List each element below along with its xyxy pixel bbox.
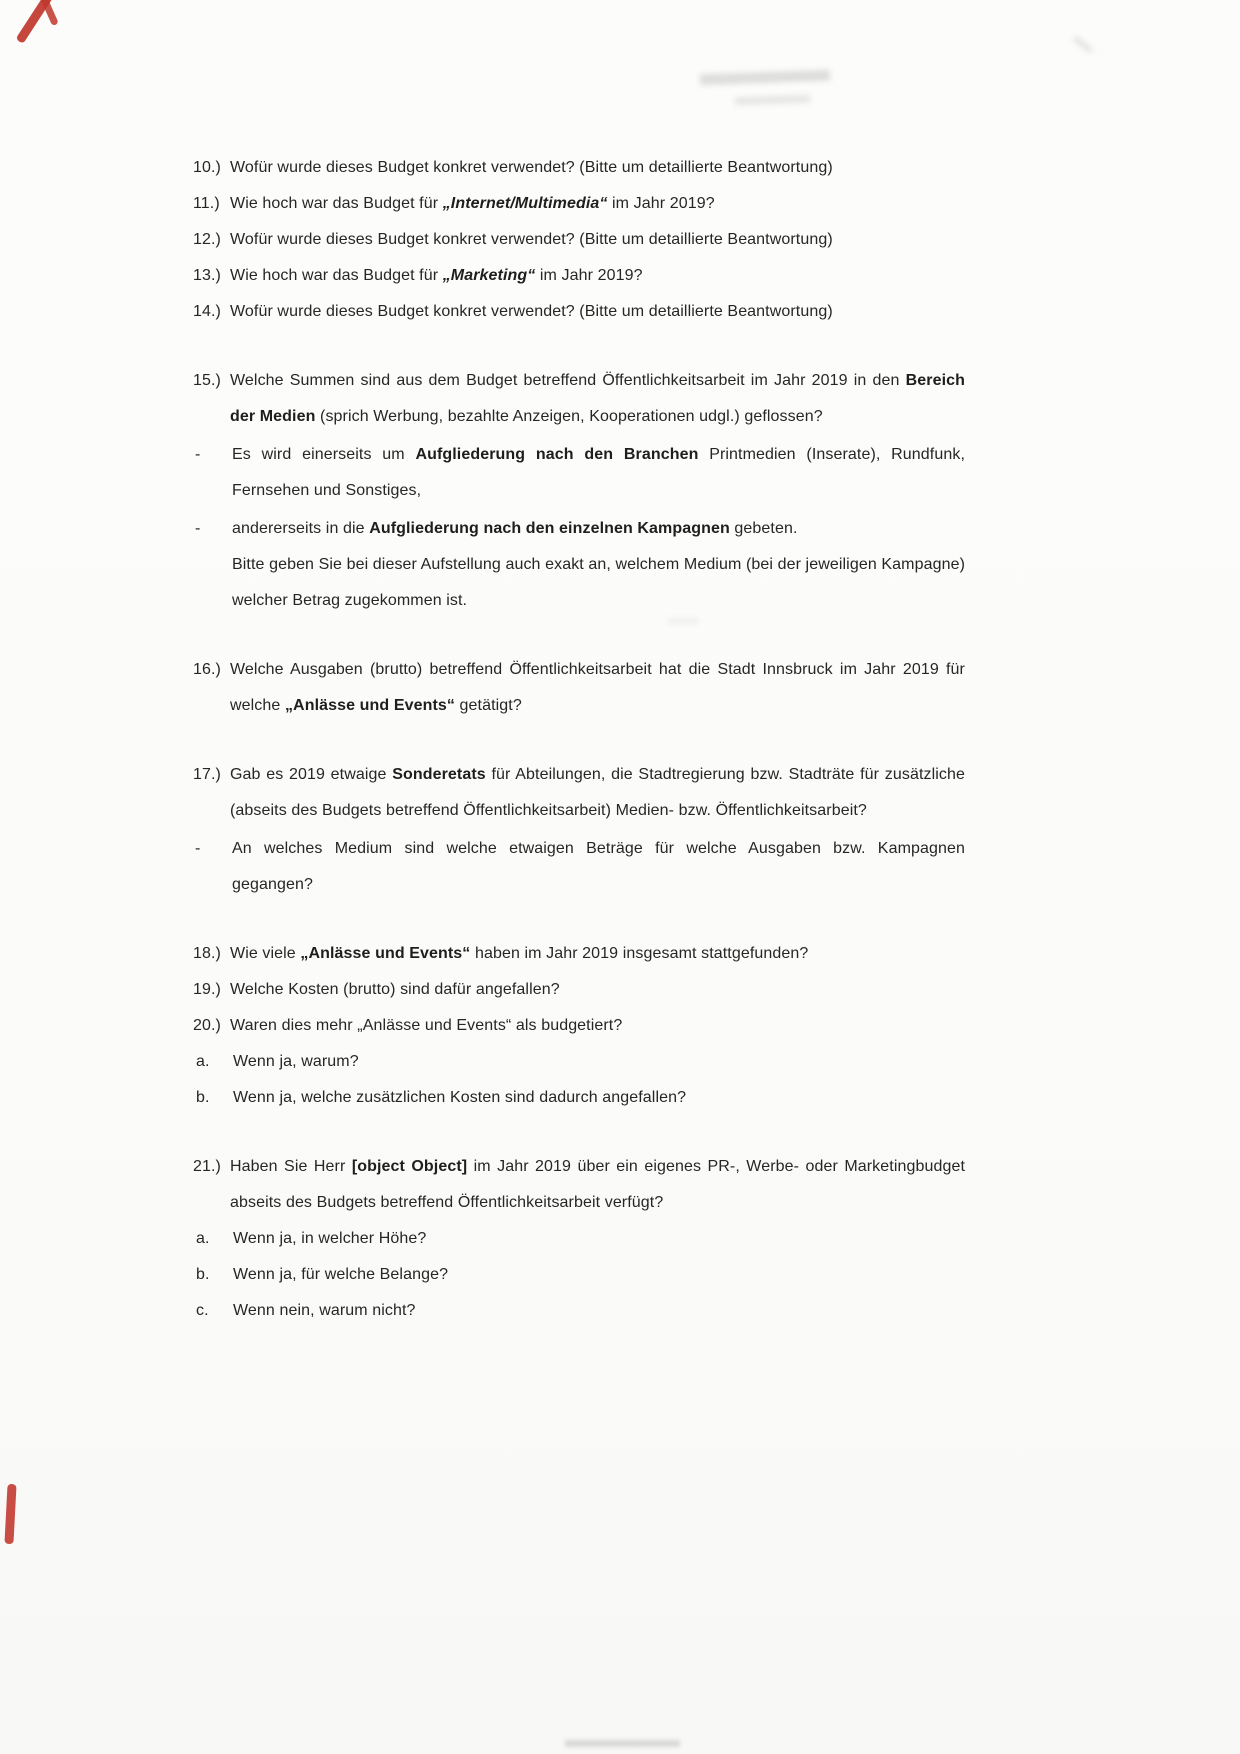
question-10 <box>193 150 965 186</box>
question-text: Waren dies mehr „Anlässe und Events“ als budgetiert? <box>230 1017 623 1034</box>
bullet-dash: - <box>195 520 201 537</box>
scan-smudge-stamp <box>700 70 830 86</box>
question-21 <box>193 1149 965 1221</box>
text-segment: (sprich Werbung, bezahlte Anzeigen, Kooperationen udgl.) geflossen? <box>315 408 823 425</box>
question-text <box>230 936 965 972</box>
question-number: 11.) <box>193 195 220 212</box>
question-text <box>230 1149 965 1221</box>
text-segment: für Abteilungen, die Stadtregierung bzw. Stadträte für zusätzliche (abseits des Budgets betreffend Öffentlichkeitsarbeit) Medien- bzw. Öffentlichkeitsarbeit? <box>230 766 965 819</box>
question-number: 17.) <box>193 766 221 783</box>
text-segment: Wie hoch war das Budget für <box>230 267 443 284</box>
sub-item-text: Wenn ja, in welcher Höhe? <box>233 1230 427 1247</box>
text-segment: im Jahr 2019? <box>607 195 715 212</box>
sub-item-text: Wenn ja, warum? <box>233 1053 359 1070</box>
sub-item-label: b. <box>196 1089 210 1106</box>
question-number: 15.) <box>193 372 221 389</box>
bullet-continuation: Bitte geben Sie bei dieser Aufstellung auch exakt an, welchem Medium (bei der jeweiligen Kampagne) welcher Betrag zugekommen ist. <box>232 556 965 609</box>
question-number: 19.) <box>193 981 221 998</box>
question-number: 21.) <box>193 1158 221 1175</box>
document-content <box>193 150 965 1329</box>
sub-item-text: Wenn ja, welche zusätzlichen Kosten sind dadurch angefallen? <box>233 1089 687 1106</box>
text-segment: Gab es 2019 etwaige <box>230 766 393 783</box>
text-segment: gebeten. <box>729 520 798 537</box>
bold-term: [object Object] <box>351 1158 468 1175</box>
question-15-bullet-2 <box>193 511 965 619</box>
bold-term: „Anlässe und Events“ <box>284 697 455 714</box>
question-11 <box>193 186 965 222</box>
question-text <box>230 258 965 294</box>
text-segment: Printmedien (Inserate), Rundfunk, Fernsehen und Sonstiges, <box>232 446 965 499</box>
sub-item-text: Wenn ja, für welche Belange? <box>233 1266 449 1283</box>
question-17-bullet <box>193 831 965 903</box>
sub-item-label: c. <box>196 1302 209 1319</box>
question-18 <box>193 936 965 972</box>
sub-item-label: a. <box>196 1230 210 1247</box>
bullet-dash: - <box>195 840 201 857</box>
question-21-sub-c <box>193 1293 965 1329</box>
text-segment: haben im Jahr 2019 insgesamt stattgefunden? <box>470 945 809 962</box>
question-21-sub-b <box>193 1257 965 1293</box>
question-text <box>230 757 965 829</box>
bold-term: Bereich der Medien <box>230 372 965 425</box>
text-segment: im Jahr 2019? <box>535 267 643 284</box>
text-segment: andererseits in die <box>232 520 370 537</box>
question-16 <box>193 652 965 724</box>
text-segment: Welche Ausgaben (brutto) betreffend Öffentlichkeitsarbeit hat die Stadt Innsbruck im Jahr 2019 für welche <box>230 661 965 714</box>
sub-item-label: a. <box>196 1053 210 1070</box>
question-text <box>230 363 965 435</box>
scan-smudge-corner <box>1073 36 1093 53</box>
question-number: 16.) <box>193 661 221 678</box>
question-21-sub-a <box>193 1221 965 1257</box>
question-number: 20.) <box>193 1017 221 1034</box>
red-pen-mark-bottom <box>4 1484 16 1544</box>
sub-item-label: b. <box>196 1266 210 1283</box>
bullet-text: An welches Medium sind welche etwaigen Beträge für welche Ausgaben bzw. Kampagnen gegangen? <box>232 840 965 893</box>
question-12 <box>193 222 965 258</box>
question-text: Wofür wurde dieses Budget konkret verwendet? (Bitte um detaillierte Beantwortung) <box>230 231 833 248</box>
scan-smudge-bottom <box>565 1740 680 1747</box>
question-number: 10.) <box>193 159 221 176</box>
question-text <box>230 186 965 222</box>
question-17 <box>193 757 965 829</box>
bold-term: Aufgliederung nach den einzelnen Kampagnen <box>369 520 730 537</box>
question-number: 12.) <box>193 231 221 248</box>
bold-term: Aufgliederung nach den Branchen <box>415 446 699 463</box>
question-14 <box>193 294 965 330</box>
bullet-text <box>232 437 965 509</box>
question-15 <box>193 363 965 435</box>
question-15-bullet-1 <box>193 437 965 509</box>
sub-item-text: Wenn nein, warum nicht? <box>233 1302 416 1319</box>
question-text: Welche Kosten (brutto) sind dafür angefallen? <box>230 981 560 998</box>
question-19 <box>193 972 965 1008</box>
question-20 <box>193 1008 965 1044</box>
text-segment: Wie viele <box>230 945 301 962</box>
question-text: Wofür wurde dieses Budget konkret verwendet? (Bitte um detaillierte Beantwortung) <box>230 303 833 320</box>
text-segment: Es wird einerseits um <box>232 446 416 463</box>
text-segment: im Jahr 2019 über ein eigenes PR-, Werbe- oder Marketingbudget abseits des Budgets betreffend Öffentlichkeitsarbeit verfügt? <box>230 1158 966 1211</box>
text-segment: Haben Sie Herr <box>230 1158 352 1175</box>
question-20-sub-a <box>193 1044 965 1080</box>
emphasized-term: „Internet/Multimedia“ <box>442 195 608 212</box>
question-number: 18.) <box>193 945 221 962</box>
question-number: 13.) <box>193 267 221 284</box>
text-segment: Welche Summen sind aus dem Budget betreffend Öffentlichkeitsarbeit im Jahr 2019 in den <box>230 372 906 389</box>
bullet-dash: - <box>195 446 201 463</box>
question-text <box>230 652 965 724</box>
question-20-sub-b <box>193 1080 965 1116</box>
bold-term: Sonderetats <box>392 766 486 783</box>
question-text: Wofür wurde dieses Budget konkret verwendet? (Bitte um detaillierte Beantwortung) <box>230 159 833 176</box>
text-segment: getätigt? <box>455 697 522 714</box>
question-number: 14.) <box>193 303 221 320</box>
bold-term: „Anlässe und Events“ <box>300 945 471 962</box>
scan-smudge-stamp-line2 <box>735 95 810 106</box>
emphasized-term: „Marketing“ <box>442 267 536 284</box>
bullet-paragraph <box>232 511 965 547</box>
text-segment: Wie hoch war das Budget für <box>230 195 443 212</box>
bullet-text <box>232 511 965 619</box>
question-13 <box>193 258 965 294</box>
